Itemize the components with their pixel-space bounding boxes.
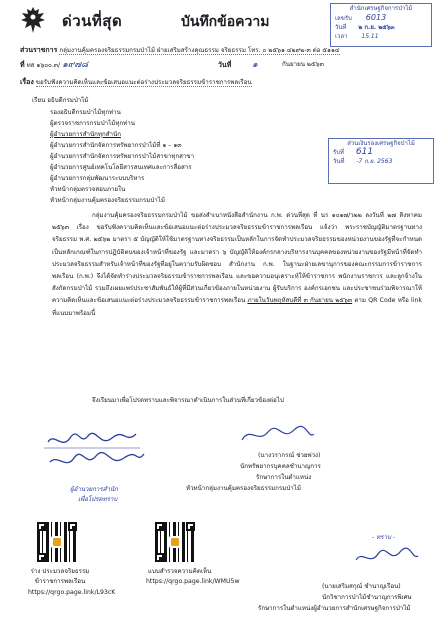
- recipient-item: ผู้อำนวยการกลุ่มพัฒนาระบบบริหาร: [50, 175, 145, 182]
- signer-position-2: รักษาการในตำแหน่ง: [256, 474, 312, 481]
- qr-caption-draft-1: ร่าง ประมวลจริยธรรม: [30, 568, 90, 575]
- recipient-item: หัวหน้ากลุ่มงานคุ้มครองจริยธรรมกรมป่าไม้: [50, 197, 165, 204]
- recipient-item: หัวหน้ากลุ่มตรวจสอบภายใน: [50, 186, 126, 193]
- body-para1-tail: ตาม QR Code หรือ link ที่แนบมาพร้อมนี้: [52, 297, 423, 317]
- qr-caption-survey-1: แบบสำรวจความคิดเห็น: [148, 568, 212, 575]
- recipient-item: ผู้อำนวยการสำนักจัดการทรัพยากรป่าไม้สาขาทุกสาขา: [50, 153, 195, 160]
- director-signature: [352, 546, 422, 568]
- ref-hand: ๑๙๗๘: [62, 60, 89, 70]
- date-rest: กันยายน ๒๕๖๓: [282, 61, 324, 68]
- body-paragraph-2: จึงเรียนมาเพื่อโปรดทราบและพิจารณาดำเนินการในส่วนที่เกี่ยวข้องต่อไป: [92, 397, 284, 404]
- qr-link-survey[interactable]: https://qrgo.page.link/WMU5w: [146, 578, 240, 585]
- stamp-mid-rcv-label: รับที่: [333, 149, 344, 156]
- stamp-top-time-label: เวลา: [335, 33, 348, 40]
- agency-value: กลุ่มงานคุ้มครองจริยธรรมกรมป่าไม้ ฝ่ายเสริมสร้างคุณธรรม จริยธรรม โทร. ๐ ๒๕๖๑ ๔๒๙๒-๓ ต่อ ๕๑๑๔: [59, 47, 340, 54]
- stamp-top-rcv-label: เลขรับ: [335, 15, 352, 22]
- body-para1-text: กลุ่มงานคุ้มครองจริยธรรมกรมป่าไม้ ขอส่งสำเนาหนังสือสำนักงาน ก.พ. ด่วนที่สุด ที่ นร ๑๐๑๗/ว๒๒ ลงวันที่ ๒๗ สิงหาคม ๒๕๖๓ เรื่อง ขอรับฟังความคิดเห็นและข้อเสนอแนะต่อร่างประมวลจริยธรรมข้าราชการพลเรือน แจ้งว่า พระราชบัญญัติมาตรฐานทางจริยธรรม พ.ศ. ๒๕๖๒ มาตรา ๕ บัญญัติให้ใช้มาตรฐานทางจริยธรรมเป็นหลักในการจัดทำประมวลจริยธรรมของหน่วยงานของรัฐที่จะกำหนดเป็นหลักเกณฑ์ในการปฏิบัติตนของเจ้าหน้าที่ของรัฐ และมาตรา ๖ บัญญัติให้องค์กรกลางบริหารงานบุคคลของหน่วยงานของรัฐมีหน้าที่จัดทำประมวลจริยธรรมสำหรับเจ้าหน้าที่ของรัฐที่อยู่ในความรับผิดชอบ สำนักงาน ก.พ. ในฐานะฝ่ายเลขานุการของคณะกรรมการข้าราชการพลเรือน (ก.พ.) จึงได้จัดทำร่างประมวลจริยธรรมข้าราชการพลเรือน และขอความอนุเคราะห์ให้ข้าราชการ พนักงานราชการ และลูกจ้างในสังกัดกรมป่าไม้ รวมถึงเผยแพร่ประชาสัมพันธ์ให้ผู้ที่มีส่วนเกี่ยวข้องภายในหน่วยงาน ผู้รับบริการ องค์กรเอกชน และประชาชนร่วมพิจารณาให้ความคิดเห็นและข้อเสนอแนะต่อร่างประมวลจริยธรรมข้าราชการพลเรือน: [52, 212, 422, 305]
- stamp-mid-title: ส่วนเงินรองเศรษฐกิจป่าไม้: [347, 140, 415, 147]
- signer-position-3: หัวหน้ากลุ่มงานคุ้มครองจริยธรรมกรมป่าไม้: [186, 485, 301, 492]
- director-position-1: นักวิชาการป่าไม้ชำนาญการพิเศษ: [322, 594, 412, 601]
- qr-code-survey[interactable]: [155, 522, 195, 562]
- memo-title: บันทึกข้อความ: [181, 14, 270, 30]
- signer-name: (นางวรากรณ์ ช่วยพ่วง): [258, 452, 321, 459]
- body-deadline: ภายในวันพฤหัสบดีที่ ๓ กันยายน ๒๕๖๓: [247, 297, 353, 305]
- stamp-mid-date-value: -7 ก.ย. 2563: [356, 158, 393, 165]
- director-hand-note: - ทราบ -: [372, 534, 396, 541]
- qr-link-draft[interactable]: https://qrgo.page.link/L93cK: [28, 589, 116, 596]
- urgent-label: ด่วนที่สุด: [62, 12, 123, 30]
- recipient-item: ผู้อำนวยการสำนักทุกสำนัก: [50, 131, 121, 138]
- receipt-stamp-mid: [328, 138, 434, 184]
- subject-line: [20, 78, 252, 87]
- stamp-mid-rcv-value: 611: [355, 147, 374, 157]
- stamp-top-rcv-value: 6013: [365, 13, 387, 22]
- ref-line: [20, 61, 436, 70]
- stamp-top-date-value: ๒ ก.ย. ๒๕๖๓: [358, 24, 395, 31]
- signer-position-1: นักทรัพยากรบุคคลชำนาญการ: [240, 463, 321, 470]
- recipient-item: รองอธิบดีกรมป่าไม้ทุกท่าน: [50, 109, 121, 116]
- handwritten-signature-left: [40, 428, 150, 476]
- signer-signature: [238, 424, 318, 446]
- receipt-stamp-top: [330, 3, 432, 47]
- date-day: ๑: [252, 60, 258, 70]
- body-paragraph-1: [52, 210, 422, 320]
- director-position-2: รักษาการในตำแหน่งผู้อำนวยการสำนักเศรษฐกิจการป่าไม้: [258, 605, 411, 612]
- recipient-list: [50, 107, 194, 206]
- stamp-top-date-label: วันที่: [335, 24, 347, 31]
- subject-value: ขอรับฟังความคิดเห็นและข้อเสนอแนะต่อร่างประมวลจริยธรรมข้าราชการพลเรือน: [35, 79, 252, 86]
- recipient-item: ผู้อำนวยการสำนักจัดการทรัพยากรป่าไม้ที่ ๑ – ๑๓: [50, 142, 182, 149]
- garuda-emblem-icon: [20, 6, 46, 34]
- ref-value: ทส ๑๖๐๐.๓/: [26, 62, 61, 69]
- director-name: (นายเสริมสกุณ์ ชำนาญเรือน): [322, 583, 401, 590]
- agency-line: [20, 46, 436, 55]
- agency-label: ส่วนราชการ: [20, 46, 58, 54]
- left-hand-note-2: เพื่อโปรดทราบ: [78, 496, 118, 503]
- subject-label: เรื่อง: [20, 78, 34, 86]
- qr-code-draft[interactable]: [37, 522, 77, 562]
- stamp-top-time-value: 15.11: [361, 33, 379, 40]
- qr-caption-draft-2: ข้าราชการพลเรือน: [34, 578, 86, 585]
- stamp-top-title: สำนักเศรษฐกิจการป่าไม้: [349, 5, 413, 12]
- left-hand-note-1: ผู้อำนวยการสำนัก: [70, 486, 118, 493]
- ref-label: ที่: [20, 61, 25, 69]
- date-label: วันที่: [218, 61, 232, 69]
- stamp-mid-date-label: วันที่: [333, 158, 345, 165]
- recipient-item: ผู้อำนวยการศูนย์เทคโนโลยีสารสนเทศและการสื่อสาร: [50, 164, 192, 171]
- recipient-item: ผู้ตรวจราชการกรมป่าไม้ทุกท่าน: [50, 120, 135, 127]
- salutation: เรียน อธิบดีกรมป่าไม้: [32, 97, 89, 104]
